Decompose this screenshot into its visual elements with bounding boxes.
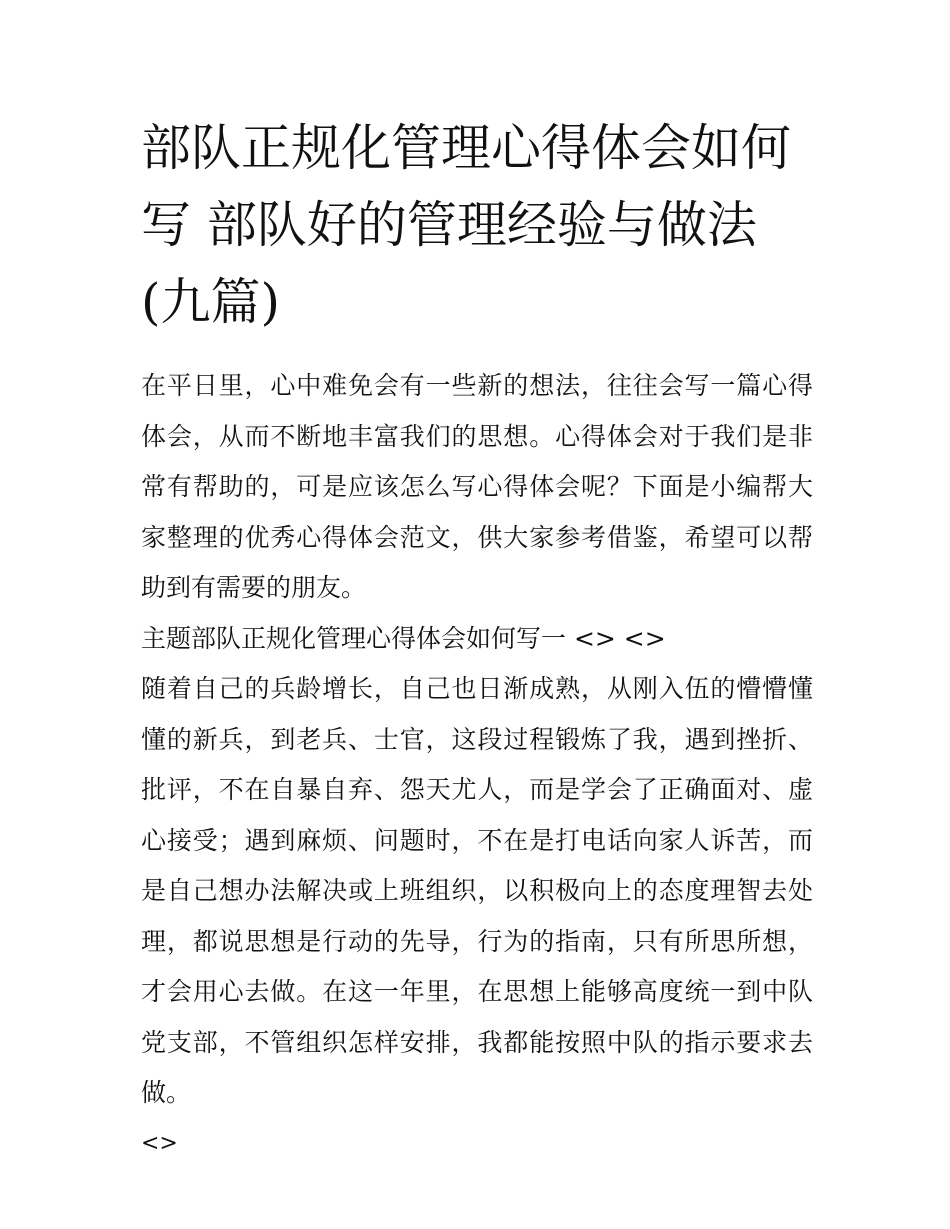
body-paragraph: 随着自己的兵龄增长，自己也日渐成熟，从刚入伍的懵懵懂懂的新兵，到老兵、士官，这段过程锻炼了我，遇到挫折、批评，不在自暴自弃、怨天尤人，而是学会了正确面对、虚心接受；遇到麻烦、问题时，不在是打电话向家人诉苦，而是自己想办法解决或上班组织，以积极向上的态度理智去处理，都说思想是行动的先导，行为的指南，只有所思所想，才会用心去做。在这一年里，在思想上能够高度统一到中队党支部，不管组织怎样安排，我都能按照中队的指示要求去做。 (141, 674, 813, 1107)
intro-paragraph: 在平日里，心中难免会有一些新的想法，往往会写一篇心得体会，从而不断地丰富我们的思想。心得体会对于我们是非常有帮助的，可是应该怎么写心得体会呢？下面是小编帮大家整理的优秀心得体会范文，供大家参考借鉴，希望可以帮助到有需要的朋友。 (141, 371, 813, 602)
document-title: 部队正规化管理心得体会如何写 部队好的管理经验与做法(九篇) (141, 119, 791, 331)
section-heading: 主题部队正规化管理心得体会如何写一 <> <> (141, 623, 666, 653)
document-page (141, 110, 813, 1169)
trailing-marker: <> (141, 1130, 178, 1156)
